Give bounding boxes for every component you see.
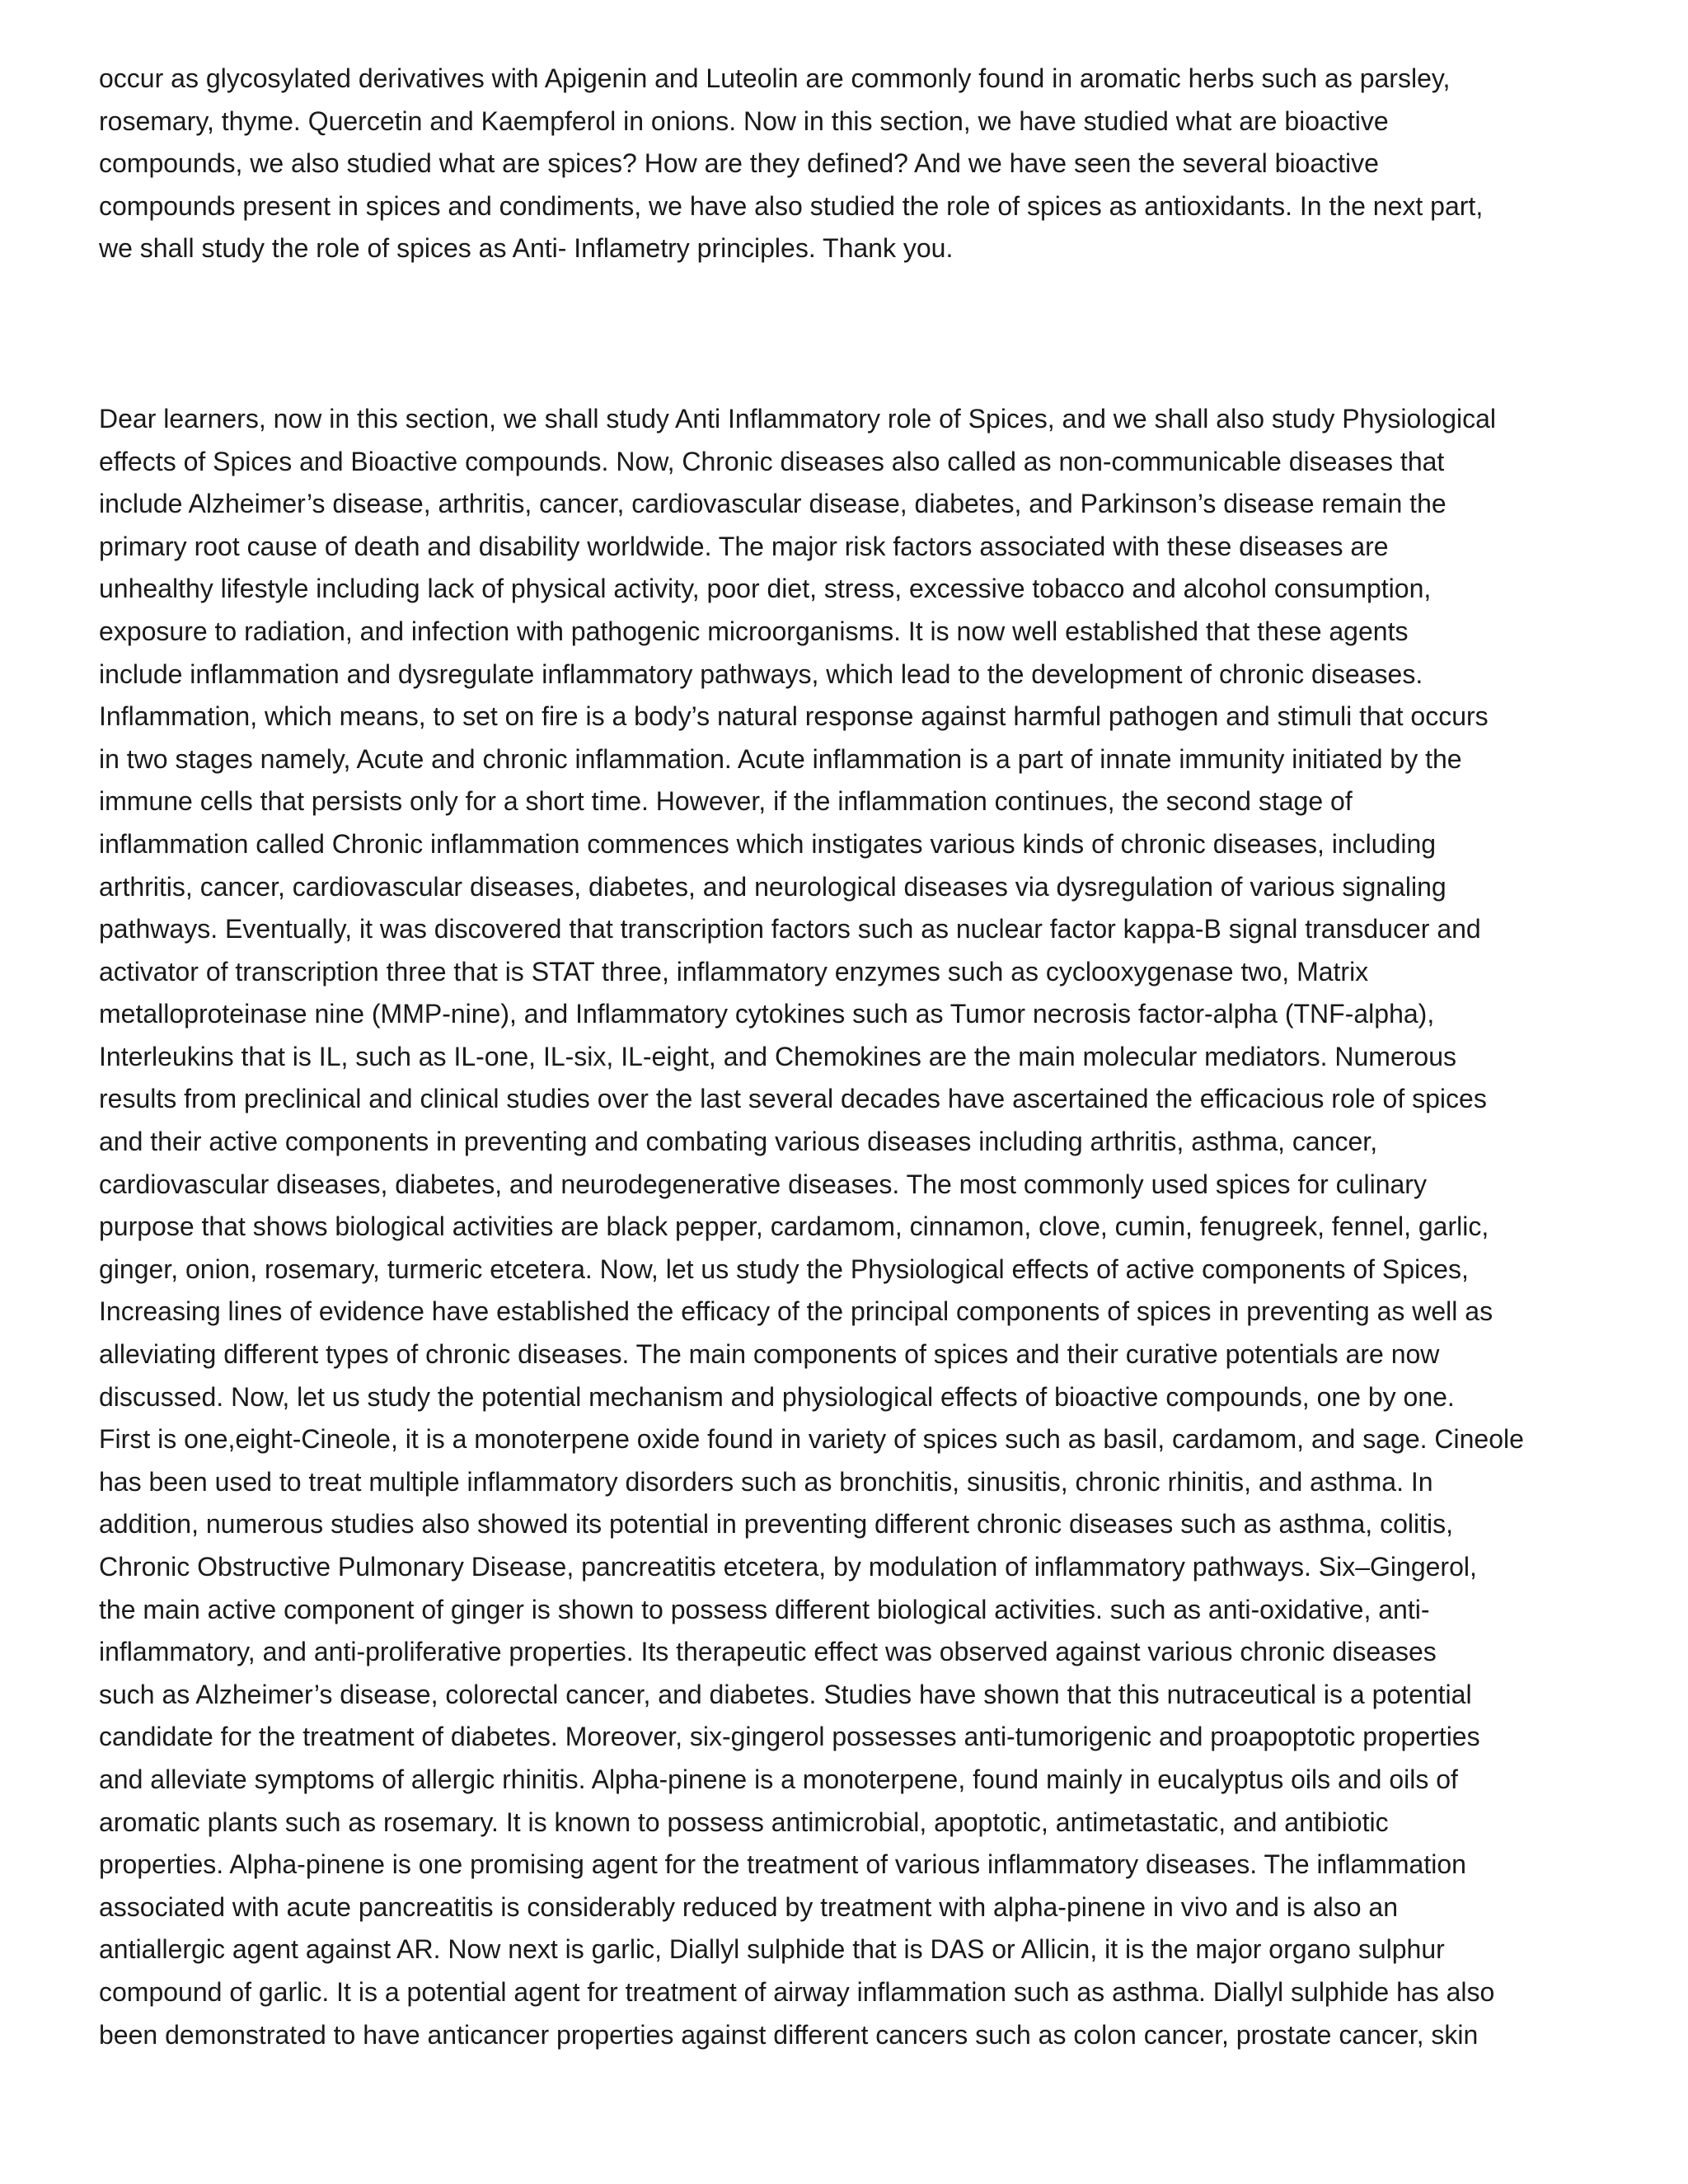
text-line: Interleukins that is IL, such as IL-one, IL-six, IL-eight, and Chemokines are the main molecular mediators. Numerous xyxy=(99,1041,1456,1071)
text-line: include inflammation and dysregulate inflammatory pathways, which lead to the development of chronic diseases. xyxy=(99,658,1423,689)
text-line: such as Alzheimer’s disease, colorectal cancer, and diabetes. Studies have shown that this nutraceutical is a potential xyxy=(99,1679,1472,1709)
text-line: discussed. Now, let us study the potential mechanism and physiological effects of bioactive compounds, one by one. xyxy=(99,1381,1455,1412)
text-line: exposure to radiation, and infection with pathogenic microorganisms. It is now well established that these agents xyxy=(99,616,1409,646)
text-line: properties. Alpha-pinene is one promising agent for the treatment of various inflammatory diseases. The inflammation xyxy=(99,1849,1466,1880)
paragraph-1 xyxy=(99,58,1607,270)
text-line: antiallergic agent against AR. Now next is garlic, Diallyl sulphide that is DAS or Allicin, it is the major organo sulphur xyxy=(99,1934,1445,1965)
document-page xyxy=(99,58,1607,2056)
text-line: in two stages namely, Acute and chronic inflammation. Acute inflammation is a part of innate immunity initiated by the xyxy=(99,743,1462,774)
text-line: aromatic plants such as rosemary. It is known to possess antimicrobial, apoptotic, antimetastatic, and antibiotic xyxy=(99,1807,1389,1837)
text-line: and their active components in preventing and combating various diseases including arthritis, asthma, cancer, xyxy=(99,1127,1378,1157)
text-line: Dear learners, now in this section, we shall study Anti Inflammatory role of Spices, and we shall also study Physiological xyxy=(99,403,1497,434)
text-line: primary root cause of death and disability worldwide. The major risk factors associated with these diseases are xyxy=(99,531,1389,561)
text-line: inflammatory, and anti-proliferative properties. Its therapeutic effect was observed against various chronic diseases xyxy=(99,1637,1437,1667)
text-line: compound of garlic. It is a potential agent for treatment of airway inflammation such as asthma. Diallyl sulphide has also xyxy=(99,1976,1495,2007)
text-line: alleviating different types of chronic diseases. The main components of spices and their curative potentials are now xyxy=(99,1339,1440,1370)
text-line: effects of Spices and Bioactive compounds. Now, Chronic diseases also called as non-communicable diseases that xyxy=(99,446,1445,476)
text-line: Chronic Obstructive Pulmonary Disease, pancreatitis etcetera, by modulation of inflammatory pathways. Six–Gingerol, xyxy=(99,1552,1477,1582)
text-line: include Alzheimer’s disease, arthritis, cancer, cardiovascular disease, diabetes, and Parkinson’s disease remain the xyxy=(99,489,1447,519)
text-line: and alleviate symptoms of allergic rhinitis. Alpha-pinene is a monoterpene, found mainly in eucalyptus oils and oils of xyxy=(99,1764,1458,1794)
text-line: been demonstrated to have anticancer properties against different cancers such as colon cancer, prostate cancer, skin xyxy=(99,2019,1479,2050)
text-line: compounds present in spices and condiments, we have also studied the role of spices as antioxidants. In the next part, xyxy=(99,190,1484,221)
paragraph-2 xyxy=(99,398,1607,2056)
text-line: Increasing lines of evidence have established the efficacy of the principal components of spices in preventing as well as xyxy=(99,1296,1493,1327)
text-line: Inflammation, which means, to set on fire is a body’s natural response against harmful pathogen and stimuli that occurs xyxy=(99,701,1489,732)
text-line: arthritis, cancer, cardiovascular diseases, diabetes, and neurological diseases via dysregulation of various signaling xyxy=(99,871,1447,902)
text-line: inflammation called Chronic inflammation commences which instigates various kinds of chronic diseases, including xyxy=(99,828,1437,859)
text-line: has been used to treat multiple inflammatory disorders such as bronchitis, sinusitis, chronic rhinitis, and asthma. In xyxy=(99,1466,1433,1497)
text-line: occur as glycosylated derivatives with Apigenin and Luteolin are commonly found in aromatic herbs such as parsley, xyxy=(99,63,1451,93)
text-line: pathways. Eventually, it was discovered that transcription factors such as nuclear factor kappa-B signal transducer and xyxy=(99,914,1481,944)
text-line: ginger, onion, rosemary, turmeric etcetera. Now, let us study the Physiological effects of active components of Spices, xyxy=(99,1254,1469,1284)
text-line: addition, numerous studies also showed its potential in preventing different chronic diseases such as asthma, colitis, xyxy=(99,1509,1453,1540)
text-line: we shall study the role of spices as Anti- Inflametry principles. Thank you. xyxy=(99,233,954,264)
text-line: candidate for the treatment of diabetes. Moreover, six-gingerol possesses anti-tumorigenic and proapoptotic properties xyxy=(99,1722,1480,1752)
text-line: associated with acute pancreatitis is considerably reduced by treatment with alpha-pinene in vivo and is also an xyxy=(99,1891,1398,1922)
text-line: rosemary, thyme. Quercetin and Kaempferol in onions. Now in this section, we have studied what are bioactive xyxy=(99,105,1389,136)
text-line: cardiovascular diseases, diabetes, and neurodegenerative diseases. The most commonly used spices for culinary xyxy=(99,1169,1427,1199)
text-line: activator of transcription three that is STAT three, inflammatory enzymes such as cyclooxygenase two, Matrix xyxy=(99,956,1369,987)
text-line: the main active component of ginger is shown to possess different biological activities. such as anti-oxidative, anti- xyxy=(99,1594,1430,1624)
text-line: purpose that shows biological activities are black pepper, cardamom, cinnamon, clove, cumin, fenugreek, fennel, garlic, xyxy=(99,1212,1489,1242)
text-line: unhealthy lifestyle including lack of physical activity, poor diet, stress, excessive tobacco and alcohol consumption, xyxy=(99,574,1432,604)
text-line: immune cells that persists only for a short time. However, if the inflammation continues, the second stage of xyxy=(99,786,1353,817)
text-line: compounds, we also studied what are spices? How are they defined? And we have seen the several bioactive xyxy=(99,148,1379,179)
text-line: results from preclinical and clinical studies over the last several decades have ascertained the efficacious role of spices xyxy=(99,1084,1487,1114)
text-line: metalloproteinase nine (MMP-nine), and Inflammatory cytokines such as Tumor necrosis factor-alpha (TNF-alpha), xyxy=(99,999,1435,1029)
text-line: First is one,eight-Cineole, it is a monoterpene oxide found in variety of spices such as basil, cardamom, and sage. Cineole xyxy=(99,1424,1524,1455)
